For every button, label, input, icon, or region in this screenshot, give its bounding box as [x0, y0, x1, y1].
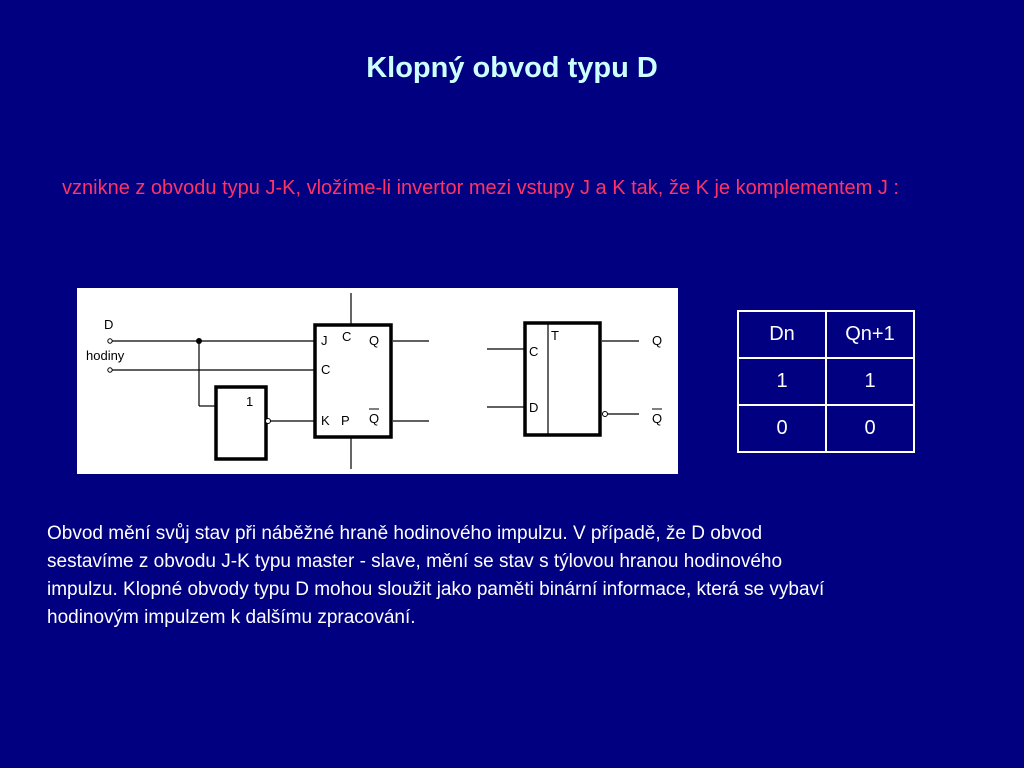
truth-table-header-row — [738, 311, 914, 358]
label-jk-p: P — [341, 413, 350, 428]
description-paragraph — [47, 520, 997, 632]
label-jk-q: Q — [369, 333, 380, 348]
circuit-svg — [77, 288, 678, 474]
d-terminal — [108, 339, 112, 343]
header-dn: Dn — [738, 311, 826, 358]
label-inverter: 1 — [246, 394, 254, 409]
paragraph-line: hodinovým impulzem k dalšímu zpracování. — [47, 607, 416, 628]
paragraph-line: Obvod mění svůj stav při náběžné hraně hodinového impulzu. V případě, že D obvod — [47, 523, 763, 544]
label-jk-k: K — [321, 413, 330, 428]
truth-table — [737, 310, 915, 453]
label-d-input: D — [104, 317, 114, 332]
junction-dot — [196, 338, 202, 344]
label-dff-qbar: Q — [652, 411, 663, 426]
inverter-bubble — [266, 419, 271, 424]
label-dff-c: C — [529, 344, 539, 359]
label-clock-input: hodiny — [86, 348, 125, 363]
cell-dn: 1 — [738, 358, 826, 405]
dff-qbar-bubble — [603, 412, 608, 417]
table-row — [738, 405, 914, 452]
label-jk-qbar: Q — [369, 411, 380, 426]
intro-text: vznikne z obvodu typu J-K, vložíme-li invertor mezi vstupy J a K tak, že K je komplementem J : — [62, 177, 899, 199]
header-qn1: Qn+1 — [826, 311, 914, 358]
label-dff-d: D — [529, 400, 539, 415]
label-jk-c-top: C — [342, 329, 352, 344]
label-dff-t: T — [551, 328, 559, 343]
inverter-box — [216, 387, 266, 459]
cell-qn1: 1 — [826, 358, 914, 405]
label-jk-j: J — [321, 333, 328, 348]
paragraph-line: sestavíme z obvodu J-K typu master - slave, mění se stav s týlovou hranou hodinového — [47, 551, 783, 572]
circuit-diagram — [77, 288, 678, 474]
cell-dn: 0 — [738, 405, 826, 452]
table-row — [738, 358, 914, 405]
label-dff-q: Q — [652, 333, 663, 348]
paragraph-line: impulzu. Klopné obvody typu D mohou sloužit jako paměti binární informace, která se vybaví — [47, 579, 825, 600]
clock-terminal — [108, 368, 112, 372]
label-jk-c: C — [321, 362, 331, 377]
slide-title: Klopný obvod typu D — [366, 52, 658, 84]
cell-qn1: 0 — [826, 405, 914, 452]
d-flipflop-box — [525, 323, 600, 435]
